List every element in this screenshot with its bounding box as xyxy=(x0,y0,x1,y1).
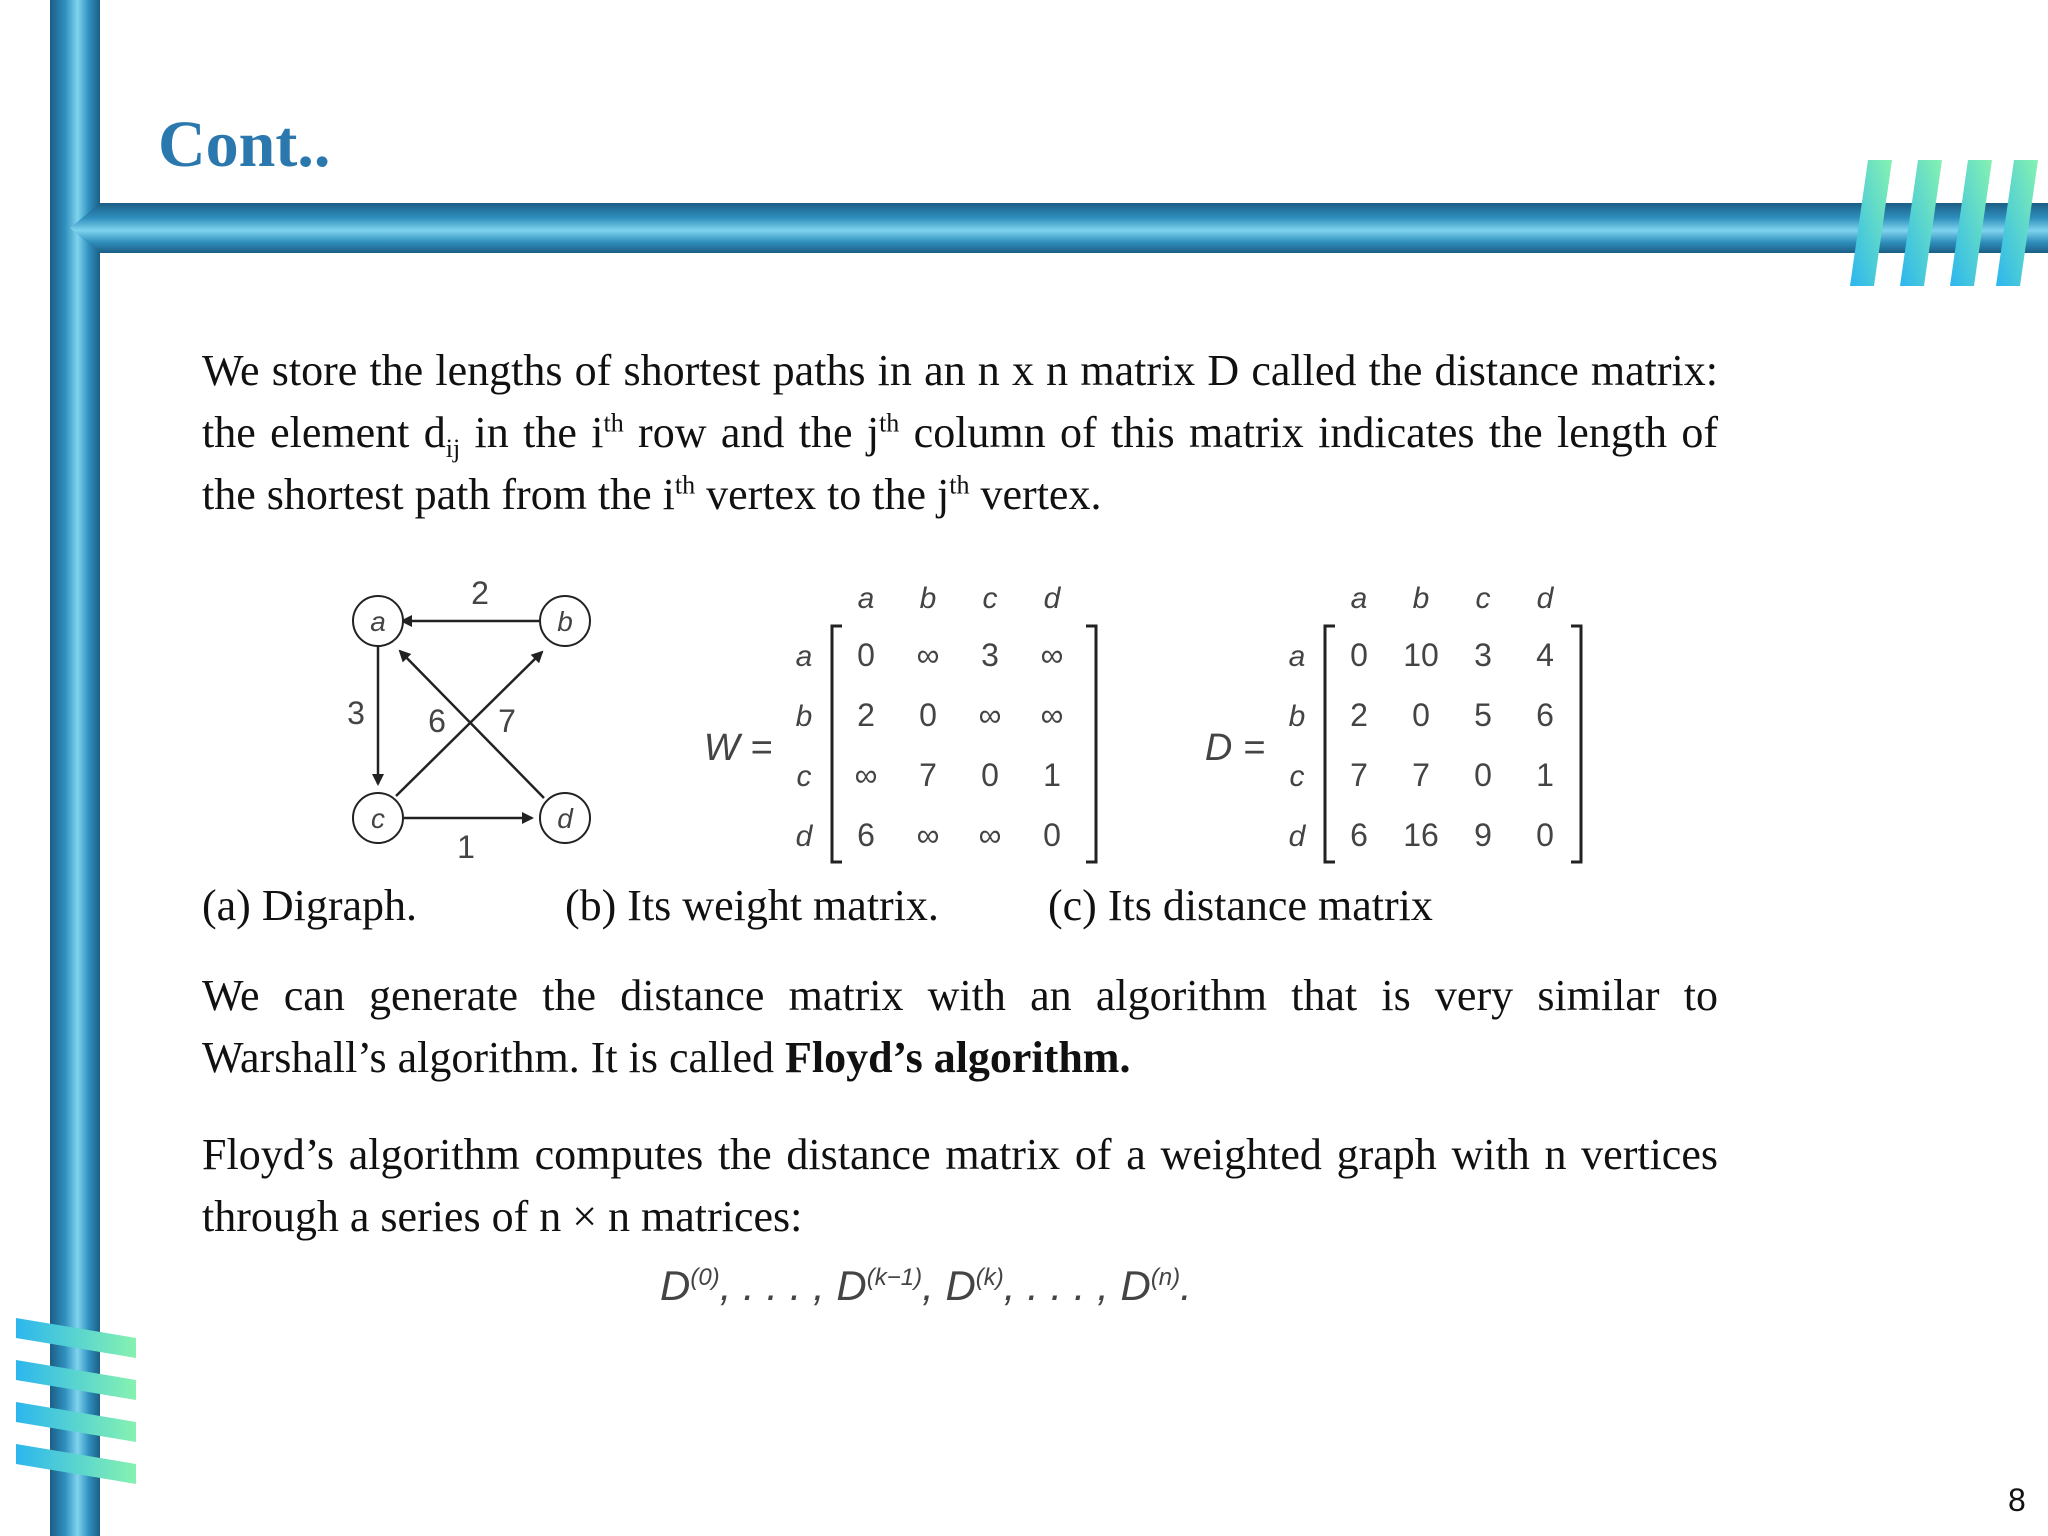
w-cell: 0 xyxy=(981,757,999,793)
d-row-label: a xyxy=(1288,640,1306,673)
page-number: 8 xyxy=(2008,1482,2026,1518)
w-row-label: b xyxy=(795,700,813,733)
d-cell: 0 xyxy=(1536,817,1554,853)
w-row-label: a xyxy=(795,640,813,673)
p1-text-6: vertex. xyxy=(969,470,1102,519)
d-cell: 3 xyxy=(1474,637,1492,673)
paragraph-floyd-series: Floyd’s algorithm computes the distance matrix of a weighted graph with n vertices through a series of n × n matrices: xyxy=(202,1130,1718,1241)
w-cell: 0 xyxy=(857,637,875,673)
w-col-label: d xyxy=(1043,582,1061,615)
paragraph-distance-matrix xyxy=(202,340,1718,526)
weight-a-c: 3 xyxy=(347,695,365,731)
p1-sup-3: th xyxy=(674,470,696,500)
p1-sub-ij: ij xyxy=(445,433,461,463)
digraph xyxy=(330,566,610,871)
distance-matrix-label: D = xyxy=(1204,727,1266,769)
slide-title: Cont.. xyxy=(158,108,331,181)
p1-text-1: We store the lengths of shortest paths in an n x n matrix D called the distance matrix: the element d xyxy=(202,346,1718,457)
seq-comma: , xyxy=(922,1262,946,1309)
d-col-label: b xyxy=(1412,582,1430,615)
p1-text-4: column of this matrix indicates the length of the shortest path from the i xyxy=(202,408,1719,519)
d-cell: 6 xyxy=(1350,817,1368,853)
w-col-label: b xyxy=(919,582,937,615)
p2-text: We can generate the distance matrix with an algorithm that is very similar to Warshall’s algorithm. It is called xyxy=(202,971,1718,1082)
w-cell: ∞ xyxy=(978,817,1002,853)
w-cell: 1 xyxy=(1043,757,1061,793)
w-cell: ∞ xyxy=(978,697,1002,733)
d-col-label: c xyxy=(1475,582,1491,615)
node-b-label: b xyxy=(557,606,573,637)
seq-dn-sup: (n) xyxy=(1150,1264,1181,1291)
node-d-label: d xyxy=(557,803,573,834)
w-cell: 7 xyxy=(919,757,937,793)
p2-bold-floyd: Floyd’s algorithm. xyxy=(784,1033,1131,1082)
node-b xyxy=(540,596,590,646)
seq-dkm1-base: D xyxy=(836,1262,867,1309)
d-row-label: d xyxy=(1288,820,1306,853)
logo-stripes-top-right xyxy=(1830,160,2048,286)
w-cell: ∞ xyxy=(1040,697,1064,733)
d-row-label: b xyxy=(1288,700,1306,733)
p1-sup-2: th xyxy=(879,408,900,438)
d-cell: 5 xyxy=(1474,697,1492,733)
seq-dk-base: D xyxy=(945,1262,976,1309)
d-col-label: d xyxy=(1536,582,1554,615)
caption-digraph: (a) Digraph. xyxy=(202,881,418,930)
seq-sep-2: , . . . , xyxy=(1003,1262,1121,1309)
d-col-label: a xyxy=(1350,582,1368,615)
p1-text-2: in the i xyxy=(460,408,604,457)
node-c-label: c xyxy=(371,803,385,834)
node-d xyxy=(540,793,590,843)
d-cell: 0 xyxy=(1412,697,1430,733)
distance-matrix xyxy=(1195,570,1615,870)
d-cell: 7 xyxy=(1412,757,1430,793)
d-cell: 0 xyxy=(1350,637,1368,673)
d-cell: 9 xyxy=(1474,817,1492,853)
w-cell: 6 xyxy=(857,817,875,853)
w-cell: ∞ xyxy=(1040,637,1064,673)
seq-sep-1: , . . . , xyxy=(719,1262,837,1309)
p1-text-5: vertex to the j xyxy=(695,470,950,519)
node-a xyxy=(353,596,403,646)
p1-sup-1: th xyxy=(603,408,624,438)
d-cell: 16 xyxy=(1403,817,1439,853)
d-cell: 4 xyxy=(1536,637,1554,673)
w-row-label: c xyxy=(796,760,812,793)
weight-b-a: 2 xyxy=(471,575,489,611)
caption-weight-matrix: (b) Its weight matrix. xyxy=(565,881,939,930)
w-col-label: a xyxy=(857,582,875,615)
w-cell: 0 xyxy=(1043,817,1061,853)
seq-dkm1-sup: (k−1) xyxy=(866,1264,923,1291)
weight-d-a: 6 xyxy=(428,703,446,739)
weight-matrix xyxy=(690,570,1110,870)
d-cell: 7 xyxy=(1350,757,1368,793)
distance-matrix-right-bracket xyxy=(1571,626,1581,862)
d-cell: 6 xyxy=(1536,697,1554,733)
p1-sup-4: th xyxy=(949,470,970,500)
weight-c-b: 7 xyxy=(498,703,516,739)
distance-matrix-cells xyxy=(1350,637,1554,853)
w-cell: 0 xyxy=(919,697,937,733)
paragraph-floyd-intro xyxy=(202,965,1718,1089)
weight-matrix-left-bracket xyxy=(832,626,842,862)
weight-c-d: 1 xyxy=(457,829,475,865)
matrix-sequence xyxy=(660,1262,1280,1332)
seq-dk-sup: (k) xyxy=(975,1264,1004,1291)
distance-matrix-col-labels xyxy=(1351,582,1555,615)
d-cell: 1 xyxy=(1536,757,1554,793)
w-cell: 3 xyxy=(981,637,999,673)
w-cell: 2 xyxy=(857,697,875,733)
caption-distance-matrix: (c) Its distance matrix xyxy=(1048,881,1433,930)
weight-matrix-cells xyxy=(855,637,1064,853)
p1-text-3: row and the j xyxy=(623,408,880,457)
w-cell: ∞ xyxy=(854,757,878,793)
node-a-label: a xyxy=(370,606,386,637)
d-cell: 0 xyxy=(1474,757,1492,793)
seq-dn-base: D xyxy=(1120,1262,1151,1309)
weight-matrix-row-labels xyxy=(796,640,814,853)
logo-stripes-bottom-left xyxy=(10,1318,140,1498)
weight-matrix-right-bracket xyxy=(1086,626,1096,862)
w-row-label: d xyxy=(795,820,813,853)
w-cell: ∞ xyxy=(916,817,940,853)
node-c xyxy=(353,793,403,843)
horizontal-bar xyxy=(70,203,2048,253)
d-cell: 10 xyxy=(1403,637,1439,673)
distance-matrix-left-bracket xyxy=(1325,626,1335,862)
d-cell: 2 xyxy=(1350,697,1368,733)
seq-d0-base: D xyxy=(660,1262,691,1309)
seq-end: . xyxy=(1180,1262,1192,1309)
w-cell: ∞ xyxy=(916,637,940,673)
w-col-label: c xyxy=(982,582,998,615)
distance-matrix-row-labels xyxy=(1289,640,1307,853)
weight-matrix-col-labels xyxy=(858,582,1062,615)
weight-matrix-label: W = xyxy=(703,727,773,769)
seq-d0-sup: (0) xyxy=(690,1264,720,1291)
d-row-label: c xyxy=(1289,760,1305,793)
